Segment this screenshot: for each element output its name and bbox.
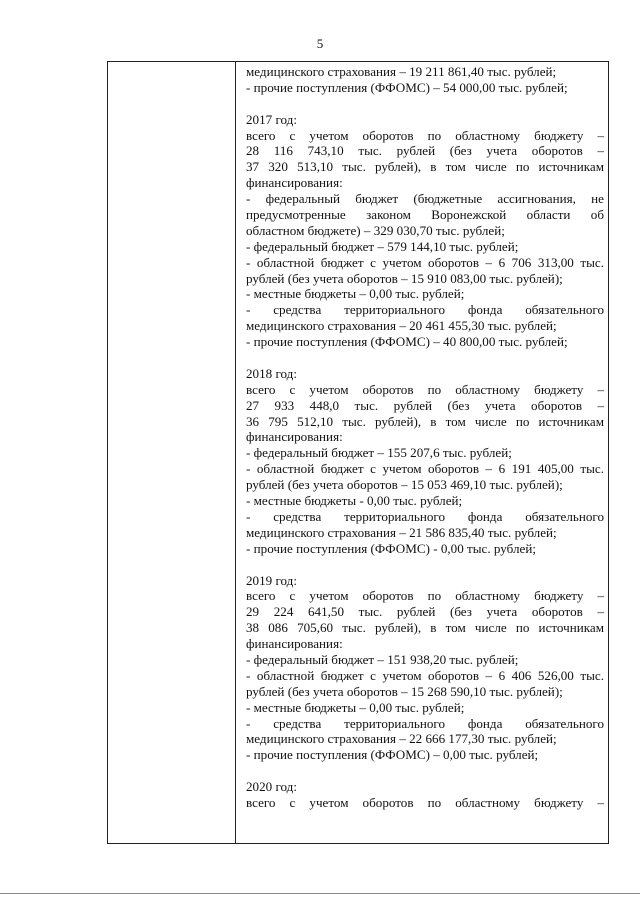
table-left-cell bbox=[108, 62, 236, 843]
text-line: - федеральный бюджет – 579 144,10 тыс. рублей; bbox=[246, 238, 519, 254]
text-line: - средства территориального фонда обязательного bbox=[246, 715, 604, 731]
text-line: 27 933 448,0 тыс. рублей (без учета оборотов – bbox=[246, 397, 604, 413]
text-line: - федеральный бюджет (бюджетные ассигнования, не bbox=[246, 191, 604, 207]
table-right-cell bbox=[246, 64, 604, 811]
text-line: финансирования: bbox=[246, 175, 343, 191]
text-line: рублей (без учета оборотов – 15 910 083,00 тыс. рублей); bbox=[246, 270, 563, 286]
text-line: 38 086 705,60 тыс. рублей), в том числе по источникам bbox=[246, 620, 604, 636]
text-line: всего с учетом оборотов по областному бюджету – bbox=[246, 381, 604, 397]
text-line: финансирования: bbox=[246, 636, 343, 652]
text-line: 2018 год: bbox=[246, 365, 297, 381]
text-line: медицинского страхования – 22 666 177,30 тыс. рублей; bbox=[246, 731, 557, 747]
text-line: 2017 год: bbox=[246, 111, 297, 127]
text-line: - федеральный бюджет – 155 207,6 тыс. рублей; bbox=[246, 445, 512, 461]
text-line: - прочие поступления (ФФОМС) – 0,00 тыс. рублей; bbox=[246, 747, 539, 763]
text-line: 28 116 743,10 тыс. рублей (без учета оборотов – bbox=[246, 143, 604, 159]
text-line: - прочие поступления (ФФОМС) - 0,00 тыс. рублей; bbox=[246, 540, 536, 556]
text-line: - областной бюджет с учетом оборотов – 6 706 313,00 тыс. bbox=[246, 254, 604, 270]
text-line: - средства территориального фонда обязательного bbox=[246, 508, 604, 524]
blank-line bbox=[246, 763, 604, 779]
text-line: 29 224 641,50 тыс. рублей (без учета оборотов – bbox=[246, 604, 604, 620]
text-line: областном бюджете) – 329 030,70 тыс. рублей; bbox=[246, 222, 505, 238]
text-line: - прочие поступления (ФФОМС) – 40 800,00 тыс. рублей; bbox=[246, 334, 568, 350]
text-line: предусмотренные законом Воронежской области об bbox=[246, 207, 604, 223]
text-line: - областной бюджет с учетом оборотов – 6 191 405,00 тыс. bbox=[246, 461, 604, 477]
document-table bbox=[107, 61, 609, 844]
blank-line bbox=[246, 350, 604, 366]
blank-line bbox=[246, 96, 604, 112]
blank-line bbox=[246, 557, 604, 573]
text-line: всего с учетом оборотов по областному бюджету – bbox=[246, 127, 604, 143]
text-line: 2019 год: bbox=[246, 572, 297, 588]
text-line: - областной бюджет с учетом оборотов – 6 406 526,00 тыс. bbox=[246, 667, 604, 683]
text-line: - местные бюджеты – 0,00 тыс. рублей; bbox=[246, 699, 465, 715]
text-line: всего с учетом оборотов по областному бюджету – bbox=[246, 794, 604, 810]
page-number: 5 bbox=[316, 36, 324, 51]
text-line: - местные бюджеты – 0,00 тыс. рублей; bbox=[246, 286, 465, 302]
text-line: медицинского страхования – 21 586 835,40 тыс. рублей; bbox=[246, 524, 557, 540]
text-line: финансирования: bbox=[246, 429, 343, 445]
text-line: медицинского страхования – 20 461 455,30 тыс. рублей; bbox=[246, 318, 557, 334]
text-line: рублей (без учета оборотов – 15 053 469,10 тыс. рублей); bbox=[246, 477, 563, 493]
text-line: рублей (без учета оборотов – 15 268 590,10 тыс. рублей); bbox=[246, 683, 563, 699]
text-line: - средства территориального фонда обязательного bbox=[246, 302, 604, 318]
text-line: 37 320 513,10 тыс. рублей), в том числе по источникам bbox=[246, 159, 604, 175]
text-line: - местные бюджеты - 0,00 тыс. рублей; bbox=[246, 493, 463, 509]
text-line: - прочие поступления (ФФОМС) – 54 000,00 тыс. рублей; bbox=[246, 79, 568, 95]
page-bottom-rule bbox=[0, 893, 640, 894]
text-line: - федеральный бюджет – 151 938,20 тыс. рублей; bbox=[246, 651, 519, 667]
text-line: 36 795 512,10 тыс. рублей), в том числе по источникам bbox=[246, 413, 604, 429]
text-line: медицинского страхования – 19 211 861,40 тыс. рублей; bbox=[246, 64, 557, 79]
text-line: 2020 год: bbox=[246, 779, 297, 795]
text-line: всего с учетом оборотов по областному бюджету – bbox=[246, 588, 604, 604]
